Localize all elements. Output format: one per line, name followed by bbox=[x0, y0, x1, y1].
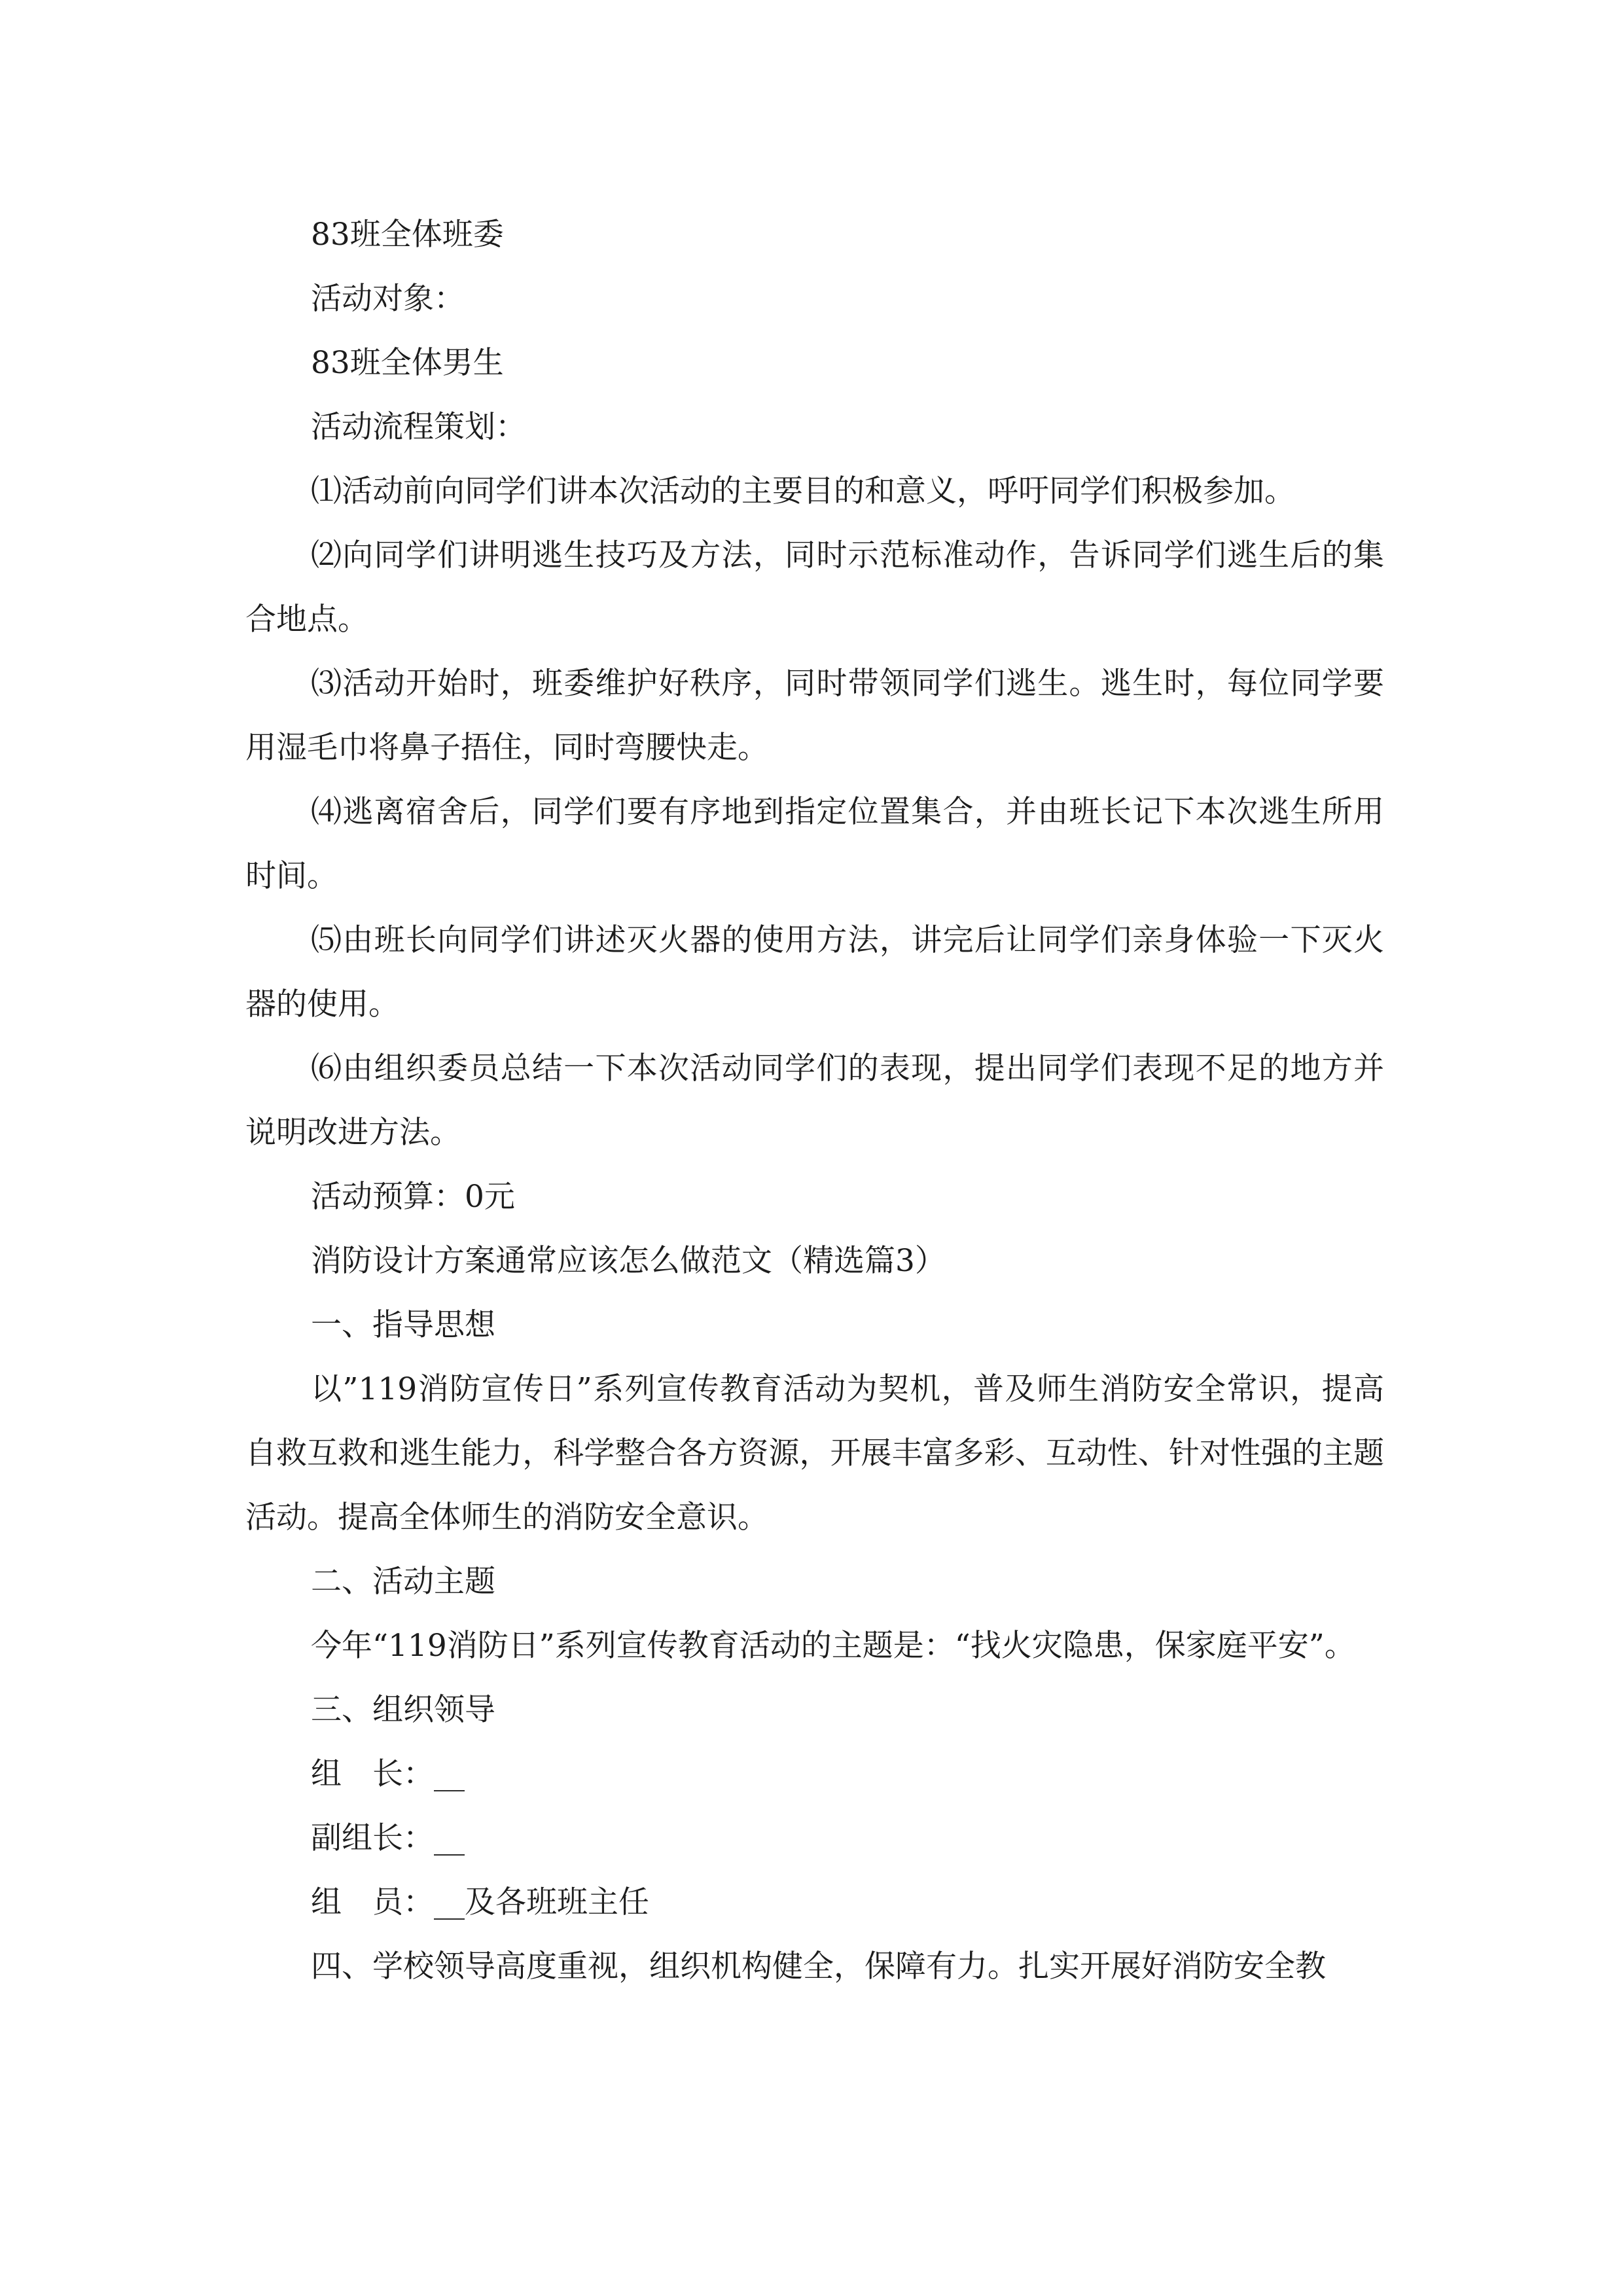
section-title: 消防设计方案通常应该怎么做范文（精选篇3） bbox=[311, 1243, 946, 1279]
paragraph-step-2: ⑵向同学们讲明逃生技巧及方法，同时示范标准动作，告诉同学们逃生后的集合地点。 bbox=[245, 537, 1384, 637]
heading-school-leadership: 四、学校领导高度重视，组织机构健全，保障有力。扎实开展好消防安全教 bbox=[311, 1948, 1326, 1984]
heading-guiding-idea: 一、指导思想 bbox=[311, 1307, 495, 1343]
paragraph-step-4: ⑷逃离宿舍后，同学们要有序地到指定位置集合，并由班长记下本次逃生所用时间。 bbox=[245, 794, 1384, 894]
paragraph-members: 组 员：__及各班班主任 bbox=[311, 1884, 649, 1920]
heading-theme: 二、活动主题 bbox=[311, 1564, 495, 1600]
paragraph-step-5: ⑸由班长向同学们讲述灭火器的使用方法，讲完后让同学们亲身体验一下灭火器的使用。 bbox=[245, 922, 1384, 1022]
paragraph-step-3: ⑶活动开始时，班委维护好秩序，同时带领同学们逃生。逃生时，每位同学要用湿毛巾将鼻子捂住，同时弯腰快走。 bbox=[245, 666, 1384, 766]
paragraph-guiding-idea: 以”119消防宣传日”系列宣传教育活动为契机，普及师生消防安全常识，提高自救互救和逃生能力，科学整合各方资源，开展丰富多彩、互动性、针对性强的主题活动。提高全体师生的消防安全意识。 bbox=[245, 1371, 1384, 1535]
document-body bbox=[245, 203, 1384, 1999]
paragraph-target-label: 活动对象： bbox=[311, 281, 465, 317]
paragraph-organizer: 83班全体班委 bbox=[311, 217, 504, 253]
paragraph-target: 83班全体男生 bbox=[311, 345, 504, 381]
paragraph-step-6: ⑹由组织委员总结一下本次活动同学们的表现，提出同学们表现不足的地方并说明改进方法。 bbox=[245, 1050, 1384, 1151]
paragraph-deputy-leader: 副组长：__ bbox=[311, 1820, 465, 1856]
paragraph-step-1: ⑴活动前向同学们讲本次活动的主要目的和意义，呼吁同学们积极参加。 bbox=[311, 473, 1295, 509]
paragraph-process-label: 活动流程策划： bbox=[311, 409, 526, 445]
paragraph-leader: 组 长：__ bbox=[311, 1756, 465, 1792]
paragraph-budget: 活动预算：0元 bbox=[311, 1179, 515, 1215]
paragraph-theme: 今年“119消防日”系列宣传教育活动的主题是：“找火灾隐患，保家庭平安”。 bbox=[311, 1628, 1355, 1664]
heading-leadership: 三、组织领导 bbox=[311, 1692, 495, 1728]
